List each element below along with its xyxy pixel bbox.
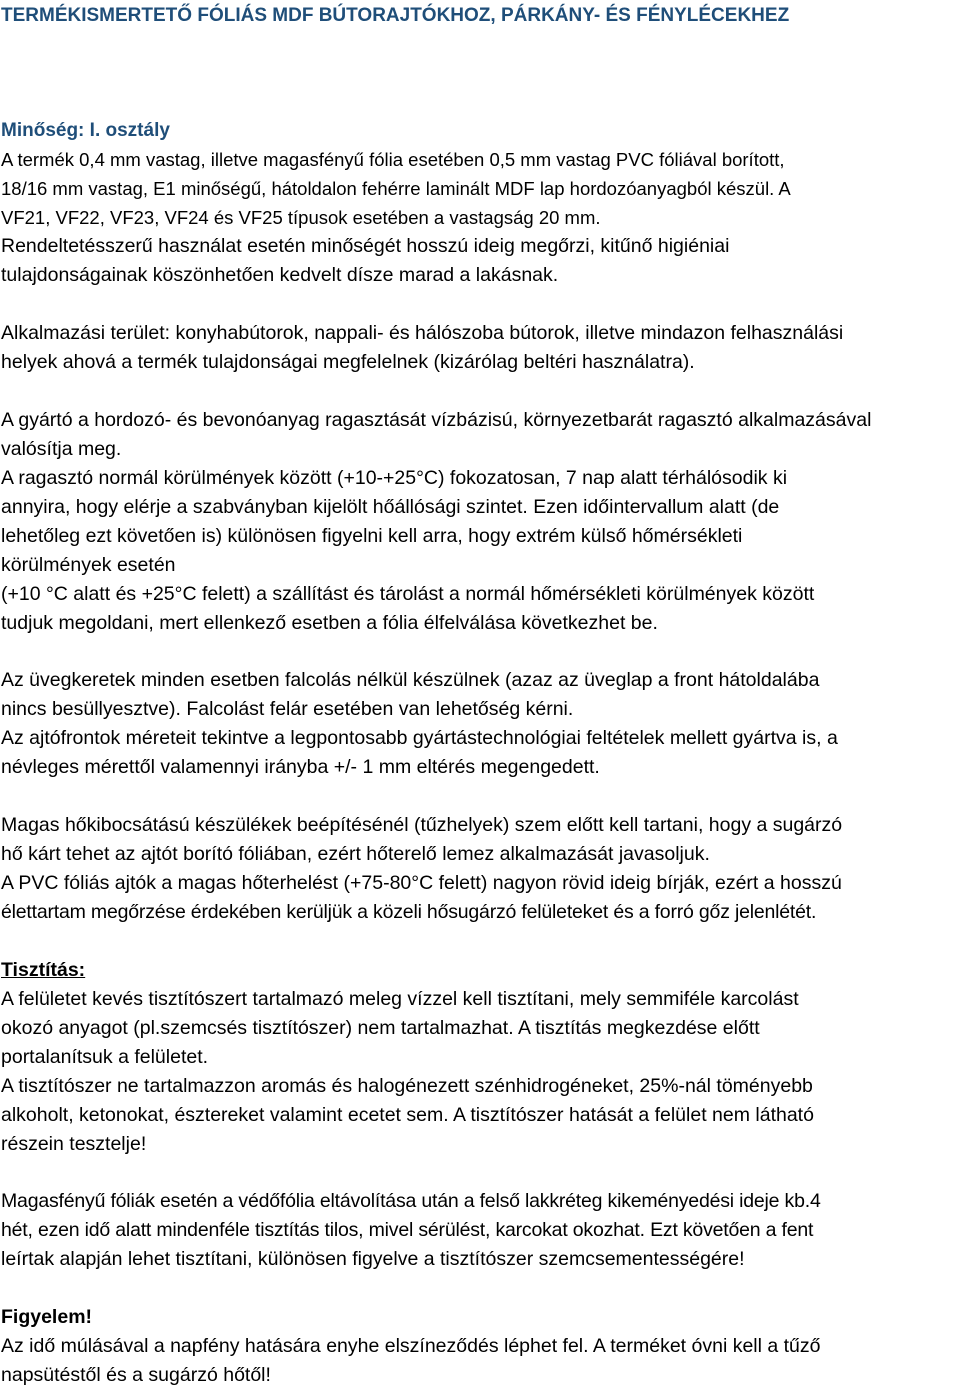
high-gloss-line: hét, ezen idő alatt mindenféle tisztítás tilos, mivel sérülést, karcokat okozhat. Ezt követően a fent [1, 1219, 814, 1241]
heat-section [1, 811, 959, 927]
glass-frames-line: Az üvegkeretek minden esetben falcolás nélkül készülnek (azaz az üveglap a front hátoldalába [1, 669, 820, 691]
glass-frames-line: Az ajtófrontok méreteit tekintve a legpontosabb gyártástechnológiai feltételek mellett gyártva is, a [1, 727, 838, 749]
high-gloss-line: leírtak alapján lehet tisztítani, különösen figyelve a tisztítószer szemcsementességére! [1, 1248, 745, 1270]
cleaning-section [1, 956, 959, 1159]
warning-line: napsütéstől és a sugárzó hőtől! [1, 1364, 271, 1386]
glass-frames-section [1, 666, 959, 782]
quality-line: tulajdonságainak köszönhetően kedvelt dísze marad a lakásnak. [1, 264, 559, 286]
cleaning-line: részein tesztelje! [1, 1133, 147, 1155]
quality-line: Rendeltetésszerű használat esetén minőségét hosszú ideig megőrzi, kitűnő higiéniai [1, 235, 730, 257]
adhesive-line: A ragasztó normál körülmények között (+10-+25°C) fokozatosan, 7 nap alatt térhálósodik ki [1, 467, 788, 489]
application-section [1, 319, 959, 377]
glass-frames-line: névleges mérettől valamennyi irányba +/- 1 mm eltérés megengedett. [1, 756, 600, 778]
cleaning-line: A felületet kevés tisztítószert tartalmazó meleg vízzel kell tisztítani, mely semmiféle karcolást [1, 988, 799, 1010]
adhesive-line: lehetőleg ezt követően is) különösen figyelni kell arra, hogy extrém külső hőmérsékleti [1, 525, 743, 547]
adhesive-line: A gyártó a hordozó- és bevonóanyag ragasztását vízbázisú, környezetbarát ragasztó alkalmazásával [1, 409, 872, 431]
quality-section [1, 116, 959, 290]
high-gloss-section [1, 1187, 959, 1274]
adhesive-line: annyira, hogy elérje a szabványban kijelölt hőállósági szintet. Ezen időintervallum alatt (de [1, 496, 780, 518]
heat-line: Magas hőkibocsátású készülékek beépítésénél (tűzhelyek) szem előtt kell tartani, hogy a sugárzó [1, 814, 843, 836]
adhesive-line: valósítja meg. [1, 438, 122, 460]
adhesive-section [1, 406, 959, 638]
application-line: Alkalmazási terület: konyhabútorok, nappali- és hálószoba bútorok, illetve mindazon felhasználási [1, 322, 844, 344]
cleaning-line: okozó anyagot (pl.szemcsés tisztítószer) nem tartalmazhat. A tisztítás megkezdése előtt [1, 1017, 760, 1039]
quality-line: A termék 0,4 mm vastag, illetve magasfényű fólia esetében 0,5 mm vastag PVC fóliával borított, [1, 149, 785, 170]
document-title: TERMÉKISMERTETŐ FÓLIÁS MDF BÚTORAJTÓKHOZ, PÁRKÁNY- ÉS FÉNYLÉCEKHEZ [1, 5, 790, 26]
application-line: helyek ahová a termék tulajdonságai megfelelnek (kizárólag beltéri használatra). [1, 351, 695, 373]
cleaning-line: portalanítsuk a felületet. [1, 1046, 209, 1068]
warning-section [1, 1303, 959, 1390]
cleaning-heading: Tisztítás: [1, 959, 86, 981]
quality-heading: Minőség: I. osztály [1, 120, 170, 141]
adhesive-line: (+10 °C alatt és +25°C felett) a szállítást és tárolást a normál hőmérsékleti körülmények között [1, 583, 815, 605]
quality-line: VF21, VF22, VF23, VF24 és VF25 típusok esetében a vastagság 20 mm. [1, 207, 601, 228]
warning-heading: Figyelem! [1, 1306, 93, 1328]
heat-line: A PVC fóliás ajtók a magas hőterhelést (+75-80°C felett) nagyon rövid ideig bírják, ezért a hosszú [1, 872, 842, 894]
heat-line: hő kárt tehet az ajtót borító fóliában, ezért hőterelő lemez alkalmazását javasoljuk. [1, 843, 710, 865]
adhesive-line: tudjuk megoldani, mert ellenkező esetben a fólia élfelválása következhet be. [1, 612, 658, 634]
quality-line: 18/16 mm vastag, E1 minőségű, hátoldalon fehérre laminált MDF lap hordozóanyagból készül. A [1, 178, 791, 199]
glass-frames-line: nincs besüllyesztve). Falcolást felár esetében van lehetőség kérni. [1, 698, 574, 720]
cleaning-line: alkoholt, ketonokat, észtereket valamint ecetet sem. A tisztítószer hatását a felület nem látható [1, 1104, 814, 1126]
high-gloss-line: Magasfényű fóliák esetén a védőfólia eltávolítása után a felső lakkréteg kikeményedési ideje kb.4 [1, 1190, 821, 1212]
cleaning-line: A tisztítószer ne tartalmazzon aromás és halogénezett szénhidrogéneket, 25%-nál töményebb [1, 1075, 813, 1097]
warning-line: Az idő múlásával a napfény hatására enyhe elszíneződés léphet fel. A terméket óvni kell a tűző [1, 1335, 821, 1357]
adhesive-line: körülmények esetén [1, 554, 176, 576]
heat-line: élettartam megőrzése érdekében kerüljük a közeli hősugárzó felületeket és a forró gőz jelenlétét. [1, 901, 817, 923]
